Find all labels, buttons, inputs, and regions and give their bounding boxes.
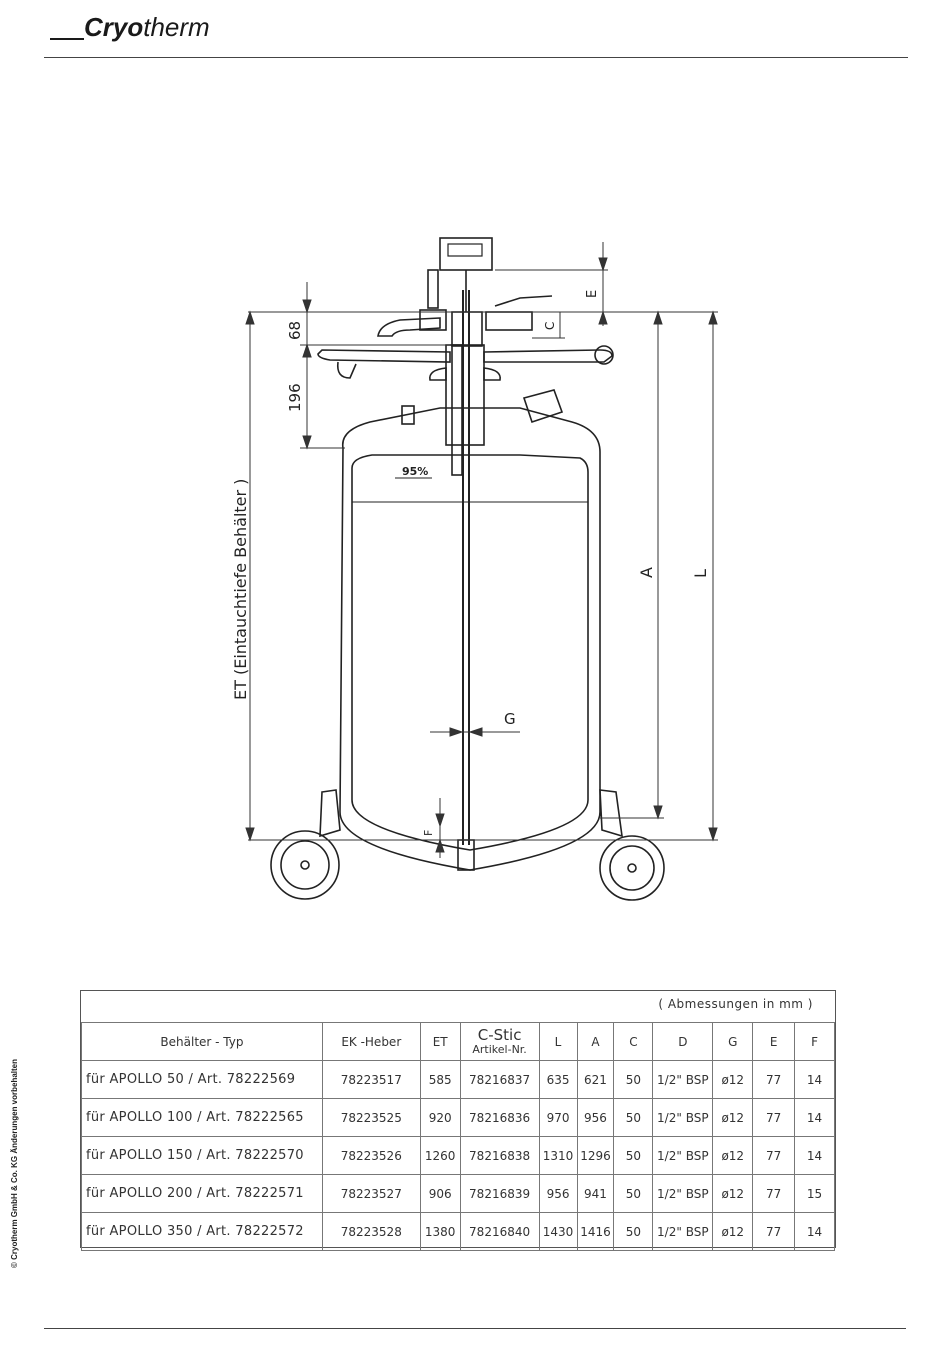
header-c: C [614,1023,653,1061]
cell-a: 941 [577,1175,614,1213]
cell-a: 1416 [577,1213,614,1251]
l-arrow-top [709,312,717,324]
cell-cstic: 78216836 [460,1099,539,1137]
cell-ek: 78223528 [322,1213,420,1251]
cell-c: 50 [614,1061,653,1099]
cell-l: 1310 [539,1137,577,1175]
copyright-note: © Cryotherm GmbH & Co. KG Änderungen vorbehalten [10,1058,19,1268]
table-row [82,1061,835,1099]
cell-et: 1260 [420,1137,460,1175]
header-l: L [539,1023,577,1061]
cell-c: 50 [614,1175,653,1213]
e-arrow-top [599,258,607,270]
cell-d: 1/2" BSP [653,1137,713,1175]
header-cstic [460,1023,539,1061]
logo-light-part: therm [143,12,210,42]
bottom-drain [458,840,474,870]
cell-e: 77 [753,1213,795,1251]
l-arrow-bottom [709,828,717,840]
f-arrow-bottom [436,840,444,852]
gauge-window [448,244,482,256]
cell-g: ø12 [713,1099,753,1137]
g-arrow-left [450,728,462,736]
cell-et: 920 [420,1099,460,1137]
cell-c: 50 [614,1099,653,1137]
header-et: ET [420,1023,460,1061]
cell-type: für APOLLO 200 / Art. 78222571 [82,1175,323,1213]
cell-l: 635 [539,1061,577,1099]
header-cstic-title: C-Stic [477,1025,522,1044]
header-a: A [577,1023,614,1061]
e-label: E [585,289,600,298]
handle-bar [318,350,612,362]
a-label: A [637,567,656,578]
cell-ek: 78223525 [322,1099,420,1137]
e-arrow-bottom [599,312,607,324]
top-flange [452,312,482,346]
dim-68-label: 68 [286,320,304,340]
cell-a: 956 [577,1099,614,1137]
left-caster-inner [281,841,329,889]
header-type: Behälter - Typ [82,1023,323,1061]
right-valve-body [486,312,532,330]
cell-c: 50 [614,1213,653,1251]
cell-f: 15 [795,1175,835,1213]
cell-et: 906 [420,1175,460,1213]
left-leg [320,790,340,836]
top-dome-right [484,368,500,380]
table-row [82,1213,835,1251]
cell-g: ø12 [713,1213,753,1251]
top-dome-left [430,368,446,380]
cell-f: 14 [795,1099,835,1137]
cell-cstic: 78216837 [460,1061,539,1099]
cell-type: für APOLLO 350 / Art. 78222572 [82,1213,323,1251]
header-ek-heber: EK -Heber [322,1023,420,1061]
header-d: D [653,1023,713,1061]
et-arrow-bottom [246,828,254,840]
dimensions-table [81,1022,835,1251]
table-header-row [82,1023,835,1061]
dimensions-table-panel [80,990,836,1248]
right-valve-lever [495,296,552,306]
right-caster-hub [628,864,636,872]
cell-e: 77 [753,1137,795,1175]
cell-d: 1/2" BSP [653,1099,713,1137]
dim68-arrow-a [303,300,311,312]
dim196-arrow-top [303,345,311,357]
table-row [82,1099,835,1137]
cell-l: 1430 [539,1213,577,1251]
cell-e: 77 [753,1099,795,1137]
cell-cstic: 78216840 [460,1213,539,1251]
footer-rule [44,1328,906,1329]
c-label: C [543,321,557,330]
cell-d: 1/2" BSP [653,1175,713,1213]
cell-a: 1296 [577,1137,614,1175]
f-arrow-top [436,814,444,826]
left-caster-hub [301,861,309,869]
cell-c: 50 [614,1137,653,1175]
cell-f: 14 [795,1137,835,1175]
g-arrow-right [470,728,482,736]
dim196-arrow-bottom [303,436,311,448]
left-valve-body [420,310,446,330]
cell-e: 77 [753,1175,795,1213]
table-row [82,1175,835,1213]
header-f: F [795,1023,835,1061]
f-label: F [422,829,435,836]
header-e: E [753,1023,795,1061]
header-g: G [713,1023,753,1061]
cell-ek: 78223526 [322,1137,420,1175]
cell-cstic: 78216839 [460,1175,539,1213]
cell-ek: 78223517 [322,1061,420,1099]
unit-note: ( Abmessungen in mm ) [658,997,813,1011]
dim-196-label: 196 [286,383,304,412]
cell-d: 1/2" BSP [653,1213,713,1251]
et-label: ET (Eintauchtiefe Behälter ) [231,478,250,700]
et-arrow-top [246,312,254,324]
cell-type: für APOLLO 100 / Art. 78222565 [82,1099,323,1137]
header-cstic-subtitle: Artikel-Nr. [472,1042,527,1056]
a-arrow-top [654,312,662,324]
cell-et: 1380 [420,1213,460,1251]
cell-d: 1/2" BSP [653,1061,713,1099]
cell-a: 621 [577,1061,614,1099]
cell-cstic: 78216838 [460,1137,539,1175]
cell-ek: 78223527 [322,1175,420,1213]
logo-bold-part: Cryo [84,12,144,42]
cell-e: 77 [753,1061,795,1099]
right-caster-inner [610,846,654,890]
left-valve-handle [428,270,438,308]
l-label: L [691,569,710,578]
cell-type: für APOLLO 50 / Art. 78222569 [82,1061,323,1099]
a-arrow-bottom [654,806,662,818]
right-leg [600,790,622,836]
table-row [82,1137,835,1175]
cell-g: ø12 [713,1061,753,1099]
handle-hook [338,362,356,378]
fill-level-label: 95% [402,465,429,478]
cell-l: 956 [539,1175,577,1213]
cell-l: 970 [539,1099,577,1137]
cell-f: 14 [795,1061,835,1099]
cell-f: 14 [795,1213,835,1251]
cell-g: ø12 [713,1137,753,1175]
cell-type: für APOLLO 150 / Art. 78222570 [82,1137,323,1175]
g-label: G [504,710,516,728]
cell-et: 585 [420,1061,460,1099]
left-hose [378,318,440,336]
cell-g: ø12 [713,1175,753,1213]
